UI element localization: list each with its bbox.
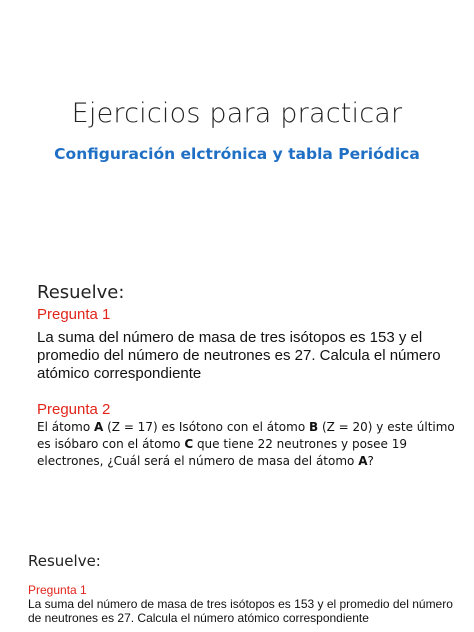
q2-text-part: que tiene 22 neutrones y posee 19 electrones, ¿Cuál será el número de masa del átomo bbox=[37, 437, 408, 468]
page-subtitle: Configuración elctrónica y tabla Periódica bbox=[54, 145, 420, 163]
q2-text-part: El átomo bbox=[37, 420, 94, 434]
atom-c-symbol: C bbox=[184, 437, 194, 451]
question-2-text bbox=[37, 419, 457, 470]
q2-text-part: (Z = 17) es Isótono con el átomo bbox=[103, 420, 309, 434]
atom-a-symbol: A bbox=[358, 454, 368, 468]
section-heading-resuelve: Resuelve: bbox=[37, 282, 125, 303]
question-1-text-2: La suma del número de masa de tres isótopos es 153 y el promedio del número de neutrones es 27. Calcula el número atómico correspondiente bbox=[28, 597, 453, 625]
question-1-label: Pregunta 1 bbox=[37, 306, 111, 323]
question-1-text: La suma del número de masa de tres isótopos es 153 y el promedio del número de neutrones es 27. Calcula el número atómico correspondiente bbox=[37, 329, 441, 382]
q2-text-part: (Z = 20) y este último es isóbaro con el átomo bbox=[37, 420, 455, 451]
question-2-label: Pregunta 2 bbox=[37, 401, 111, 418]
atom-a-symbol: A bbox=[93, 420, 104, 434]
section-heading-resuelve-2: Resuelve: bbox=[28, 552, 101, 570]
atom-b-symbol: B bbox=[308, 420, 319, 434]
question-1-label-2: Pregunta 1 bbox=[28, 583, 87, 597]
q2-text-part: ? bbox=[367, 454, 374, 468]
page-title: Ejercicios para practicar bbox=[71, 98, 403, 129]
